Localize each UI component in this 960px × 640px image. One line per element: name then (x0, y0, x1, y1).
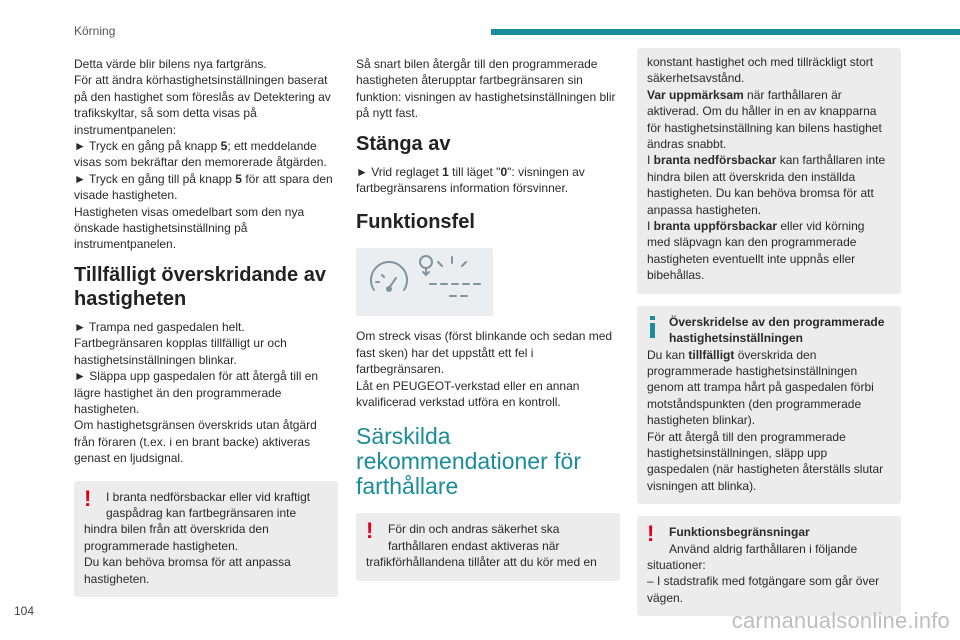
intro-line-2: För att ändra körhastighetsinställningen baserat på den hastighet som föreslås av Detektering av trafikskyltar, så som detta visas på instrumentpanelen: (74, 73, 331, 137)
off-num: 1 (442, 164, 449, 179)
fault-text-2: Låt en PEUGEOT-verkstad eller en annan kvalificerad verkstad utföra en kontroll. (356, 378, 580, 410)
body-3: ► Släppa upp gaspedalen för att återgå till en lägre hastighet än den programmerade hastigheten. (74, 369, 319, 416)
warning-title: Funktionsbegränsningar (669, 525, 810, 540)
column-1 (74, 56, 338, 597)
warning-para-2: – I stadstrafik med fotgängare som går över vägen. (647, 574, 880, 605)
intro-outro: Hastigheten visas omedelbart som den nya önskade hastighetsinställning på instrumentpanelen. (74, 204, 305, 252)
box1-pre-3: I (647, 153, 654, 168)
step-2-post: för att spara den visade hastigheten. (74, 171, 333, 203)
warning-text-1: I branta nedförsbackar eller vid kraftigt gaspådrag kan fartbegränsaren inte hindra bilen från att överskrida den programmerade hastigheten. (84, 489, 311, 553)
body-1: ► Trampa ned gaspedalen helt. (74, 319, 245, 334)
warning-box-continued (637, 48, 901, 294)
step-1-key: 5 (220, 139, 228, 154)
warning-para-1: Använd aldrig farthållaren i följande situationer: (647, 541, 858, 572)
header-accent-bar (491, 29, 960, 35)
step-2-pre: ► Tryck en gång till på knapp (74, 171, 236, 186)
box1-para-3 (647, 152, 891, 218)
box1-bold-3: branta nedförsbackar (653, 153, 777, 168)
speed-limiter-fault-icon (356, 248, 493, 316)
warning-box-3 (637, 516, 901, 616)
heading-temporary-exceed: Tillfälligt överskridande av hastigheten (74, 263, 326, 310)
fault-text-1: Om streck visas (först blinkande och sedan med fast sken) har det uppstått ett fel i fartbegränsaren. (356, 329, 613, 377)
box1-bold-4: branta uppförsbackar (653, 219, 778, 234)
info-icon (647, 316, 663, 342)
off-zero: 0 (500, 164, 508, 179)
warning-text-2: Du kan behöva bromsa för att anpassa hastigheten. (84, 555, 291, 586)
off-pre: ► Vrid reglaget (356, 164, 443, 179)
info-para-2: För att återgå till den programmerade hastighetsinställningen, släpp upp gaspedalen (när hastigheten återställs slutar visningen att blinka). (647, 429, 884, 493)
info-bold: tillfälligt (688, 347, 735, 362)
warning-icon: ! (366, 518, 374, 544)
info-pre: Du kan (647, 347, 689, 362)
column-2 (356, 56, 620, 581)
box1-para-2 (647, 87, 891, 153)
step-1 (74, 138, 338, 171)
step-1-pre: ► Tryck en gång på knapp (74, 139, 221, 154)
resume-text: Så snart bilen återgår till den programmerade hastigheten återupptar fartbegränsaren sin funktion: visningen av hastighetsinställningen blir på nytt fast. (356, 57, 616, 121)
body-2: Fartbegränsaren kopplas tillfälligt ur och hastighetsinställningen blinkar. (74, 336, 287, 367)
warning-text: För din och andras säkerhet ska farthållaren endast aktiveras när trafikförhållandena tillåter att du kör med en (366, 522, 597, 570)
switch-off-text (356, 164, 620, 197)
info-title: Överskridelse av den programmerade hastighetsinställningen (669, 314, 885, 346)
off-post: ": visningen av fartbegränsarens information försvinner. (356, 164, 585, 196)
box1-bold-1: Var uppmärksam (647, 87, 744, 102)
box1-para-4 (647, 218, 891, 284)
heading-special-recommendations: Särskilda rekommendationer för farthållare (356, 423, 581, 500)
info-box (637, 306, 901, 504)
info-para-1 (647, 347, 891, 429)
body-4: Om hastighetsgränsen överskrids utan åtgärd från föraren (t.ex. i en brant backe) aktiveras genast en ljudsignal. (74, 418, 317, 466)
box1-text-2: när farthållaren är aktiverad. Om du håller in en av knapparna för hastighetsinställning kan bilens hastighet ändras snabbt. (647, 87, 882, 152)
step-1-post: ; ett meddelande visas som bekräftar den memorerade åtgärden. (74, 139, 327, 170)
box1-para-1: konstant hastighet och med tillräckligt stort säkerhetsavstånd. (647, 55, 874, 86)
heading-fault: Funktionsfel (356, 211, 475, 234)
header-section-title: Körning (74, 24, 116, 38)
page-number: 104 (14, 604, 35, 618)
intro-line-1: Detta värde blir bilens nya fartgräns. (74, 57, 267, 71)
column-3 (637, 56, 901, 616)
warning-box-1 (74, 481, 338, 597)
heading-switch-off: Stänga av (356, 132, 451, 155)
info-text-1: överskrida den programmerade hastighetsinställningen genom att trampa hårt på gaspedalen förbi motståndspunkten (den programmerade hastigheten blinkar). (647, 347, 874, 428)
warning-icon: ! (647, 521, 655, 547)
step-2-key: 5 (235, 171, 242, 186)
box1-text-3: kan farthållaren inte hindra bilen att överskrida den inställda hastigheten. Du kan behöva bromsa för att anpassa hastigheten. (647, 153, 886, 217)
box1-pre-4: I (647, 219, 654, 234)
off-mid: till läget " (448, 164, 501, 179)
step-2 (74, 171, 338, 204)
warning-box-2 (356, 513, 620, 580)
box1-text-4: eller vid körning med släpvagn kan den programmerade hastigheten eventuellt inte uppnås eller bibehållas. (647, 219, 865, 283)
warning-icon: ! (84, 485, 92, 511)
watermark: carmanualsonline.info (731, 608, 950, 633)
